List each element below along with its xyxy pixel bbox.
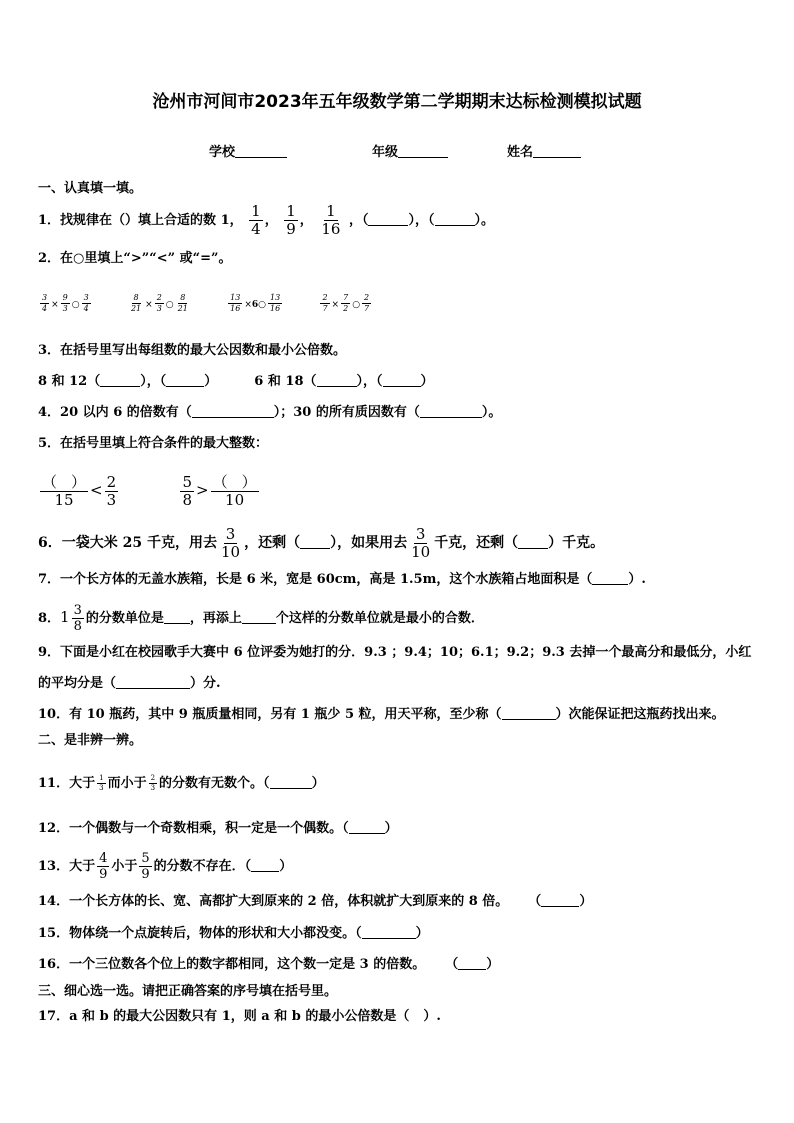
q16-text-c: ） xyxy=(486,957,500,972)
name-label: 姓名 xyxy=(507,145,534,160)
q8-answer-2[interactable] xyxy=(242,610,276,624)
q1-fraction-1 xyxy=(249,204,263,237)
q1-sep-2: ， xyxy=(299,213,313,228)
q2-i2-a-num: 8 xyxy=(133,293,139,302)
q13-text-b: 小于 xyxy=(111,859,138,874)
q2-i3-c-den: 16 xyxy=(269,304,281,313)
q1-f3-den: 16 xyxy=(321,220,341,238)
question-15 xyxy=(38,925,429,943)
q5-f1-num: 2 xyxy=(106,473,117,491)
q1-fraction-3 xyxy=(319,204,342,237)
grade-blank[interactable] xyxy=(398,144,448,158)
q4-answer-2[interactable] xyxy=(420,404,482,418)
section-2-heading: 二、是非辨一辨。 xyxy=(38,733,143,748)
q1-text: 1．找规律在（）填上合适的数 1， xyxy=(38,213,243,228)
q2-item-3 xyxy=(226,293,288,313)
q10-text-b: ）次能保证把这瓶药找出来。 xyxy=(555,707,725,722)
question-3: 3．在括号里写出每组数的最大公因数和最小公倍数。 xyxy=(38,343,347,358)
q6-f2-num: 3 xyxy=(415,524,426,543)
q2-i3-six: 6 xyxy=(251,300,259,310)
q13-fraction-2 xyxy=(139,852,151,881)
q8-whole: 1 xyxy=(60,608,70,626)
q1-sep-1: ， xyxy=(264,213,278,228)
q4-text-b: ）；30 的所有质因数有（ xyxy=(273,405,420,420)
q16-answer[interactable] xyxy=(458,956,486,970)
q13-fraction-1 xyxy=(97,852,109,881)
q11-text-a: 11．大于 xyxy=(38,776,96,791)
q6-fraction-2 xyxy=(409,524,432,561)
q9-text-b: 的平均分是（ xyxy=(38,676,117,691)
q1-end: ）。 xyxy=(474,213,495,228)
question-16 xyxy=(38,956,499,974)
q16-text-a: 16．一个三位数各个位上的数字都相同，这个数一定是 3 的倍数。 xyxy=(38,957,426,972)
q2-i4-a xyxy=(320,294,329,313)
q5-frac-blank-1[interactable] xyxy=(40,475,88,508)
q13-text-c: 的分数不存在．（ xyxy=(153,859,252,874)
question-4 xyxy=(38,404,501,422)
q13-f1-den: 9 xyxy=(99,867,108,882)
q2-i2-a-den: 21 xyxy=(130,304,142,313)
q1-f3-num: 1 xyxy=(326,202,336,220)
q4-text-c: ）。 xyxy=(481,405,502,420)
q1-fraction-2 xyxy=(284,204,298,237)
q1-answer-1[interactable] xyxy=(368,212,408,226)
q14-answer[interactable] xyxy=(541,893,579,907)
q8-text-a: 的分数单位是 xyxy=(85,611,164,626)
grade-label: 年级 xyxy=(372,145,399,160)
q2-i2-c xyxy=(176,294,190,313)
page-title: 沧州市河间市2023年五年级数学第二学期期末达标检测模拟试题 xyxy=(152,92,642,112)
q2-item-1 xyxy=(38,293,97,313)
q2-i4-times: × xyxy=(331,300,340,310)
q2-i2-b-num: 2 xyxy=(156,293,162,302)
q11-f2-den: 3 xyxy=(150,784,156,792)
q1-f2-den: 9 xyxy=(286,220,296,238)
q6-f2-den: 10 xyxy=(411,542,431,561)
q5-expressions xyxy=(38,468,261,514)
school-label: 学校 xyxy=(209,145,236,160)
q1-tail: ，（ xyxy=(348,213,369,228)
q2-i2-c-den: 21 xyxy=(177,304,188,313)
q7-answer[interactable] xyxy=(592,571,628,585)
question-12 xyxy=(38,820,398,838)
q5-f2-den: 8 xyxy=(182,491,192,509)
q4-text-a: 4．20 以内 6 的倍数有（ xyxy=(38,405,192,420)
q5-lp-2: （ xyxy=(212,473,228,491)
question-1 xyxy=(38,202,494,240)
q3-b-lcm[interactable] xyxy=(383,373,421,387)
q7-text-b: ）. xyxy=(628,572,646,587)
q5-frac-2-3 xyxy=(105,475,119,508)
q14-text-a: 14．一个长方体的长、宽、高都扩大到原来的 2 倍，体积就扩大到原来的 8 倍。 xyxy=(38,894,509,909)
q2-i1-c-num: 3 xyxy=(83,293,89,302)
q6-answer-1[interactable] xyxy=(300,535,330,549)
q2-i4-c-num: 2 xyxy=(364,293,370,302)
question-9-line-1: 9．下面是小红在校园歌手大赛中 6 位评委为她打的分．9.3 ；9.4；10；6.1；9.2；9.3 去掉一个最高分和最低分，小红 xyxy=(38,645,752,660)
q6-answer-2[interactable] xyxy=(518,535,548,549)
q2-i4-b-num: 7 xyxy=(343,293,349,302)
q2-i1-b-num: 9 xyxy=(62,293,68,302)
q2-i4-c xyxy=(362,294,371,313)
q7-text-a: 7．一个长方体的无盖水族箱，长是 6 米，宽是 60cm，高是 1.5m，这个水族箱占地面积是（ xyxy=(38,572,593,587)
q2-i1-a xyxy=(40,294,49,313)
q2-item-4 xyxy=(318,293,373,313)
section-3-heading: 三、细心选一选。请把正确答案的序号填在括号里。 xyxy=(38,984,338,999)
q8-f-num: 3 xyxy=(73,603,82,618)
question-14 xyxy=(38,893,592,911)
q2-i2-c-num: 8 xyxy=(180,293,186,302)
q11-fraction-1 xyxy=(97,775,105,792)
q5-gt: > xyxy=(195,481,209,499)
name-field xyxy=(507,141,581,160)
q8-answer-1[interactable] xyxy=(164,610,190,624)
q1-f1-den: 4 xyxy=(251,220,261,238)
q5-f1-den: 3 xyxy=(106,491,117,509)
q2-i2-times: × xyxy=(145,300,153,310)
q5-rp-2: ） xyxy=(241,473,257,491)
q13-f2-num: 5 xyxy=(141,851,150,866)
q14-text-c: ） xyxy=(579,894,593,909)
q2-i3-a xyxy=(228,294,242,313)
q4-answer-1[interactable] xyxy=(192,404,274,418)
q13-f2-den: 9 xyxy=(141,867,150,882)
q2-i2-circle[interactable]: ○ xyxy=(165,300,174,310)
q2-i1-b-den: 3 xyxy=(62,304,68,313)
q2-i4-circle[interactable]: ○ xyxy=(352,300,361,310)
q2-item-2 xyxy=(127,293,196,313)
q8-text-c: 个这样的分数单位就是最小的合数． xyxy=(275,611,484,626)
q2-i3-c-num: 13 xyxy=(269,293,281,302)
q13-text-d: ） xyxy=(279,859,293,874)
question-2: 2．在○里填上“>”“<” 或“=”。 xyxy=(38,251,232,266)
q2-i4-a-den: 7 xyxy=(322,304,328,313)
q9-text-c: ）分. xyxy=(190,676,221,691)
q10-text-a: 10．有 10 瓶药，其中 9 瓶质量相同，另有 1 瓶少 5 粒，用天平称，至少称（ xyxy=(38,707,502,722)
q5-rp-1: ） xyxy=(71,473,87,491)
q11-text-c: 的分数有无数个。（ xyxy=(159,776,270,791)
q3-b-end: ） xyxy=(420,374,434,389)
q8-f-den: 8 xyxy=(73,619,82,634)
q2-i4-b-den: 2 xyxy=(343,304,349,313)
q8-text-b: ，再添上 xyxy=(189,611,242,626)
q2-items xyxy=(38,289,373,320)
q12-answer[interactable] xyxy=(349,820,385,834)
q6-f1-num: 3 xyxy=(225,524,236,543)
q5-lp-1: （ xyxy=(42,473,58,491)
q3-a-mid: ），（ xyxy=(140,374,167,389)
q11-text-d: ） xyxy=(311,776,325,791)
q1-f1-num: 1 xyxy=(251,202,261,220)
q8-prefix: 8． xyxy=(38,611,61,626)
school-field xyxy=(209,141,287,160)
q15-answer[interactable] xyxy=(362,925,416,939)
q16-text-b: （ xyxy=(445,957,459,972)
q5-frac-5-8 xyxy=(180,475,194,508)
question-6 xyxy=(38,522,604,564)
q2-i4-c-den: 7 xyxy=(364,304,370,313)
q11-f1-num: 1 xyxy=(99,774,104,782)
q2-i1-c-den: 4 xyxy=(83,304,89,313)
question-8 xyxy=(38,598,484,638)
q6-fraction-1 xyxy=(219,524,242,561)
q13-f1-num: 4 xyxy=(99,851,108,866)
q6-text-d: 千克，还剩（ xyxy=(434,535,519,551)
q10-answer[interactable] xyxy=(502,706,556,720)
q5-f2-num: 5 xyxy=(182,473,192,491)
q13-answer[interactable] xyxy=(251,858,279,872)
q2-i1-a-num: 3 xyxy=(42,293,48,302)
question-5: 5．在括号里填上符合条件的最大整数： xyxy=(38,436,269,451)
q6-text-c: ），如果用去 xyxy=(330,535,408,551)
q11-f1-den: 3 xyxy=(99,784,104,792)
grade-field xyxy=(372,141,448,160)
question-13 xyxy=(38,847,292,887)
q15-text-b: ） xyxy=(415,926,429,941)
q8-fraction xyxy=(72,604,84,633)
q11-answer[interactable] xyxy=(270,775,312,789)
q2-i3-a-num: 13 xyxy=(230,293,241,302)
q6-text-a: 6．一袋大米 25 千克，用去 xyxy=(38,535,217,551)
q3-a-end: ） xyxy=(204,374,218,389)
q12-text-a: 12．一个偶数与一个奇数相乘，积一定是一个偶数。（ xyxy=(38,821,349,836)
q3-b-gcd[interactable] xyxy=(317,373,357,387)
q3-group-a: 8 和 12（ xyxy=(38,374,101,389)
section-1-heading: 一、认真填一填。 xyxy=(38,181,143,196)
question-9-line-2 xyxy=(38,675,221,693)
q2-i1-c xyxy=(82,294,91,313)
q2-i1-circle[interactable]: ○ xyxy=(71,300,80,310)
q2-i3-c xyxy=(268,294,282,313)
school-blank[interactable] xyxy=(235,144,287,158)
q3-group-b: 6 和 18（ xyxy=(254,374,317,389)
q2-i3-times: × xyxy=(244,300,252,310)
q2-i2-a xyxy=(129,294,143,313)
question-7 xyxy=(38,571,646,589)
q3-a-lcm[interactable] xyxy=(166,373,204,387)
q2-i1-b xyxy=(61,294,70,313)
q2-i2-b-den: 3 xyxy=(156,304,162,313)
q6-f1-den: 10 xyxy=(220,542,241,561)
q17-text-b: ）. xyxy=(423,1009,441,1024)
q2-i2-b xyxy=(155,294,164,313)
q5-den-2: 10 xyxy=(225,491,245,509)
q11-text-b: 而小于 xyxy=(107,776,147,791)
q3-answers xyxy=(38,373,434,391)
name-blank[interactable] xyxy=(533,144,581,158)
q2-i3-circle[interactable]: ○ xyxy=(258,300,266,310)
q6-text-b: ，还剩（ xyxy=(244,535,301,551)
q3-b-mid: ），（ xyxy=(356,374,383,389)
question-17 xyxy=(38,1008,441,1026)
q6-text-e: ）千克。 xyxy=(548,535,605,551)
question-11 xyxy=(38,766,325,802)
question-10 xyxy=(38,706,725,724)
q2-i1-times: × xyxy=(51,300,59,310)
q2-i4-a-num: 2 xyxy=(322,293,328,302)
q13-text-a: 13．大于 xyxy=(38,859,96,874)
q2-i3-a-den: 16 xyxy=(230,304,241,313)
q3-a-gcd[interactable] xyxy=(100,373,140,387)
q11-fraction-2 xyxy=(149,775,157,792)
q12-text-b: ） xyxy=(384,821,398,836)
q17-text-a: 17．a 和 b 的最大公因数只有 1，则 a 和 b 的最小公倍数是（ xyxy=(38,1009,410,1024)
q15-text-a: 15．物体绕一个点旋转后，物体的形状和大小都没变。（ xyxy=(38,926,362,941)
q5-frac-blank-2[interactable] xyxy=(211,475,259,508)
q1-answer-2[interactable] xyxy=(435,212,475,226)
q1-f2-num: 1 xyxy=(286,202,296,220)
q2-i4-b xyxy=(341,294,350,313)
q5-lt: < xyxy=(90,481,103,499)
q9-answer[interactable] xyxy=(116,675,190,689)
q14-text-b: （ xyxy=(528,894,542,909)
q5-den-1: 15 xyxy=(54,491,74,509)
q1-mid: ），（ xyxy=(408,213,435,228)
q2-i1-a-den: 4 xyxy=(42,304,48,313)
q11-f2-num: 2 xyxy=(150,774,156,782)
